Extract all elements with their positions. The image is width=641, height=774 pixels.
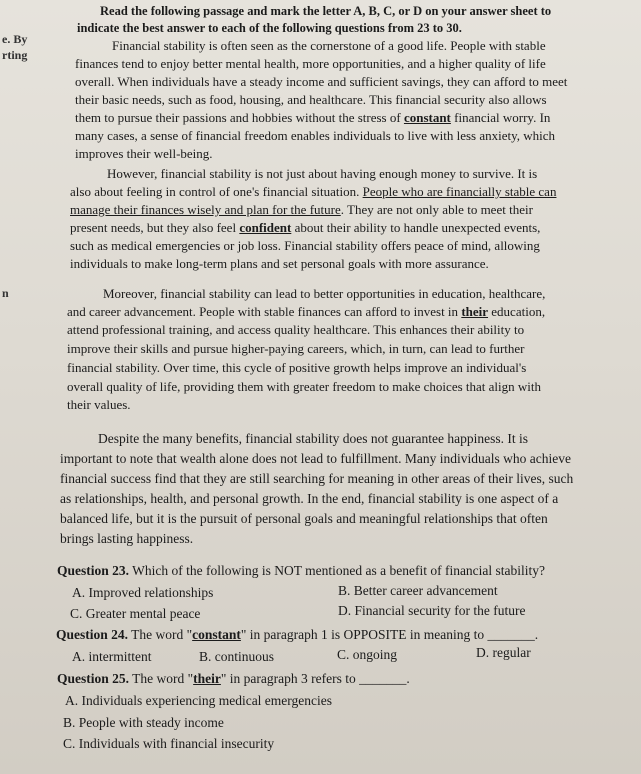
option-c[interactable]: C. ongoing: [337, 647, 398, 662]
option-c[interactable]: C. Individuals with financial insecurity: [63, 736, 275, 751]
option-b[interactable]: B. People with steady income: [63, 715, 224, 730]
p2-text: also about feeling in control of one's financial situation.: [70, 184, 363, 199]
answer-blank: _______: [359, 671, 407, 686]
p4-line: as relationships, health, and personal growth. In the end, financial stability is one aspect of a: [60, 491, 559, 506]
option-b[interactable]: B. continuous: [199, 649, 275, 664]
p1-line: overall. When individuals have a steady income and sufficient savings, they can afford to meet: [75, 74, 568, 89]
p1-line: improves their well-being.: [75, 146, 213, 161]
question-text: .: [406, 671, 410, 686]
margin-fragment-3: n: [2, 286, 9, 300]
p4-line: balanced life, but it is the pursuit of personal goals and meaningful relationships that often: [60, 511, 548, 526]
question-text: " in paragraph 1 is OPPOSITE in meaning to: [240, 627, 488, 642]
margin-fragment-2: rting: [2, 48, 28, 62]
question-text: " in paragraph 3 refers to: [220, 671, 360, 686]
option-d[interactable]: D. Financial security for the future: [338, 603, 526, 618]
p1-line: [75, 110, 550, 125]
option-b[interactable]: B. Better career advancement: [338, 583, 498, 598]
p2-line: [70, 202, 533, 217]
p2-line: such as medical emergencies or job loss. Financial stability offers peace of mind, allowing: [70, 238, 540, 253]
p1-text: them to pursue their passions and hobbies without the stress of: [75, 110, 404, 125]
option-d[interactable]: D. regular: [476, 645, 531, 660]
p3-text: and career advancement. People with stable finances can afford to invest in: [67, 304, 462, 319]
p3-line: overall quality of life, providing them with greater freedom to make choices that align with: [67, 379, 541, 394]
p2-text: about their ability to handle unexpected events,: [291, 220, 541, 235]
p2-line: [70, 184, 556, 199]
p1-line: many cases, a sense of financial freedom enables individuals to live with less anxiety, which: [75, 128, 556, 143]
option-a[interactable]: A. Improved relationships: [72, 585, 214, 600]
question-keyword: constant: [192, 627, 241, 642]
p3-line: their values.: [67, 397, 131, 412]
p3-line: [67, 304, 545, 319]
underlined-sentence: People who are financially stable can: [362, 184, 557, 199]
option-a[interactable]: A. intermittent: [72, 649, 152, 664]
question-text: .: [534, 627, 539, 642]
question-text: The word ": [129, 671, 194, 686]
highlighted-word-their: their: [461, 304, 489, 319]
p3-line: Moreover, financial stability can lead to better opportunities in education, healthcare,: [103, 286, 546, 301]
p3-line: financial stability. Over time, this cycle of positive growth helps improve an individual's: [67, 360, 527, 375]
p2-line: individuals to make long-term plans and set personal goals with more assurance.: [70, 256, 489, 271]
option-c[interactable]: C. Greater mental peace: [70, 606, 201, 621]
p2-line: [70, 220, 540, 235]
p2-text: present needs, but they also feel: [70, 220, 240, 235]
p1-line: finances tend to enjoy better mental health, more opportunities, and a higher quality of life: [75, 56, 546, 71]
p4-line: Despite the many benefits, financial stability does not guarantee happiness. It is: [98, 431, 529, 446]
p1-line: their basic needs, such as food, housing, and healthcare. This financial security also allows: [75, 92, 547, 107]
highlighted-word-confident: confident: [239, 220, 292, 235]
p1-line: Financial stability is often seen as the cornerstone of a good life. People with stable: [112, 38, 546, 53]
instructions-line-2: indicate the best answer to each of the following questions from 23 to 30.: [77, 21, 462, 35]
question-text: Which of the following is NOT mentioned as a benefit of financial stability?: [129, 563, 546, 578]
p4-line: brings lasting happiness.: [60, 531, 194, 546]
highlighted-word-constant: constant: [403, 110, 451, 125]
p3-line: improve their skills and pursue higher-paying careers, which, in turn, can lead to further: [67, 341, 525, 356]
p4-line: financial success find that they are still searching for meaning in other areas of their lives, such: [60, 471, 574, 486]
question-23-stem: [57, 563, 545, 579]
p2-line: However, financial stability is not just about having enough money to survive. It is: [107, 166, 538, 181]
p3-text: education,: [488, 304, 546, 319]
question-number: Question 25.: [57, 671, 130, 686]
question-24-stem: [56, 627, 538, 643]
p4-line: important to note that wealth alone does not lead to fulfillment. Many individuals who achieve: [60, 451, 572, 466]
question-number: Question 23.: [57, 563, 130, 578]
question-keyword: their: [193, 671, 221, 686]
answer-blank: _______: [487, 627, 535, 642]
underlined-sentence: manage their finances wisely and plan for the future: [70, 202, 341, 217]
instructions-line-1: Read the following passage and mark the letter A, B, C, or D on your answer sheet to: [100, 4, 552, 18]
question-number: Question 24.: [56, 627, 129, 642]
question-25-stem: [57, 671, 410, 687]
question-text: The word ": [128, 627, 193, 642]
option-a[interactable]: A. Individuals experiencing medical emergencies: [65, 693, 333, 708]
p3-line: attend professional training, and access quality healthcare. This enhances their ability to: [67, 322, 525, 337]
margin-fragment-1: e. By: [2, 32, 28, 46]
p1-text: financial worry. In: [450, 110, 551, 125]
p2-text: . They are not only able to meet their: [340, 202, 533, 217]
